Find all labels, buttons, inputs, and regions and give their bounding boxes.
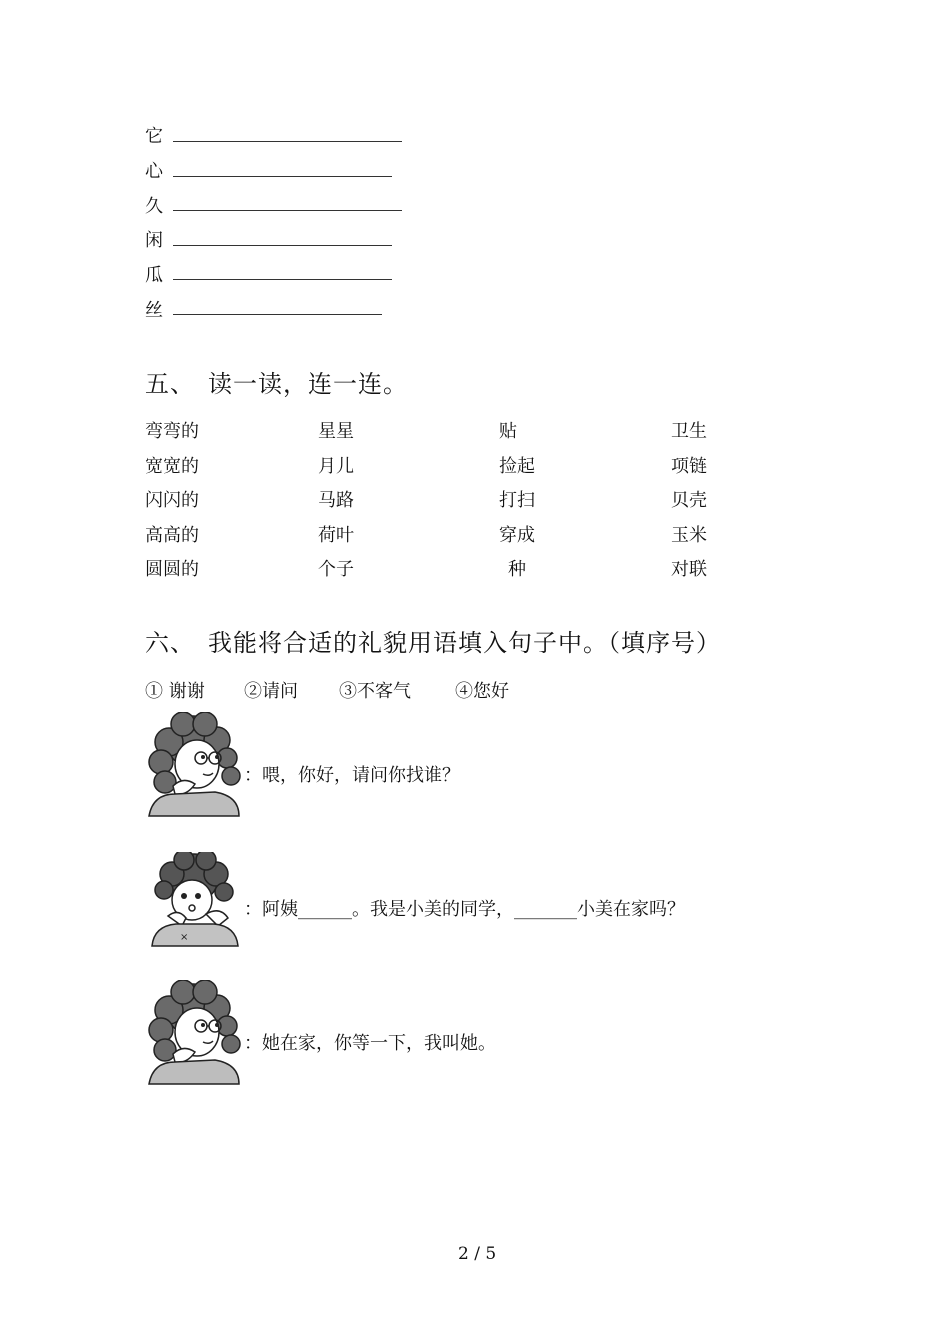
match-word[interactable]: 宽宽的	[145, 456, 199, 477]
boy-thinking-illustration	[148, 852, 240, 948]
answer-blank[interactable]	[173, 141, 402, 142]
svg-text:×: ×	[180, 932, 189, 943]
option-item: ④您好	[455, 681, 509, 702]
match-word[interactable]: 捡起	[499, 456, 535, 477]
match-word[interactable]: 圆圆的	[145, 559, 199, 580]
dialogue-line-3: ：她在家，你等一下，我叫她。	[244, 1033, 496, 1054]
match-word[interactable]: 项链	[671, 456, 707, 477]
answer-blank[interactable]	[173, 176, 392, 177]
char-label: 它	[145, 126, 163, 147]
option-item: ②请问	[244, 681, 298, 702]
match-word[interactable]: 闪闪的	[145, 490, 199, 511]
answer-blank[interactable]	[173, 210, 402, 211]
match-word[interactable]: 荷叶	[318, 525, 354, 546]
match-word[interactable]: 弯弯的	[145, 421, 199, 442]
section-number: 五、	[145, 370, 195, 398]
match-word[interactable]: 种	[508, 559, 526, 580]
char-label: 久	[145, 196, 163, 217]
page-number: 2 / 5	[458, 1244, 497, 1264]
match-word[interactable]: 马路	[318, 490, 354, 511]
answer-blank[interactable]	[173, 279, 392, 280]
match-word[interactable]: 星星	[318, 421, 354, 442]
section-title: 读一读，连一连。	[208, 370, 408, 398]
dialogue-line-2: ：阿姨______。我是小美的同学，_______小美在家吗？	[244, 899, 685, 920]
char-label: 闲	[145, 230, 163, 251]
match-word[interactable]: 个子	[318, 559, 354, 580]
char-label: 丝	[145, 300, 163, 321]
match-word[interactable]: 贴	[499, 421, 517, 442]
match-word[interactable]: 对联	[671, 559, 707, 580]
answer-blank[interactable]	[173, 245, 392, 246]
option-item: ① 谢谢	[145, 681, 205, 702]
match-word[interactable]: 卫生	[671, 421, 707, 442]
match-word[interactable]: 贝壳	[671, 490, 707, 511]
girl-with-glasses-illustration	[143, 980, 243, 1088]
char-label: 心	[145, 161, 163, 182]
girl-with-glasses-illustration	[143, 712, 243, 820]
match-word[interactable]: 高高的	[145, 525, 199, 546]
match-word[interactable]: 月儿	[318, 456, 354, 477]
match-word[interactable]: 穿成	[499, 525, 535, 546]
match-word[interactable]: 打扫	[499, 490, 535, 511]
section-title: 我能将合适的礼貌用语填入句子中。（填序号）	[208, 629, 721, 657]
section-number: 六、	[145, 629, 195, 657]
option-item: ③不客气	[339, 681, 411, 702]
dialogue-line-1: ：喂，你好，请问你找谁？	[244, 765, 460, 786]
match-word[interactable]: 玉米	[671, 525, 707, 546]
answer-blank[interactable]	[173, 314, 382, 315]
char-label: 瓜	[145, 265, 163, 286]
